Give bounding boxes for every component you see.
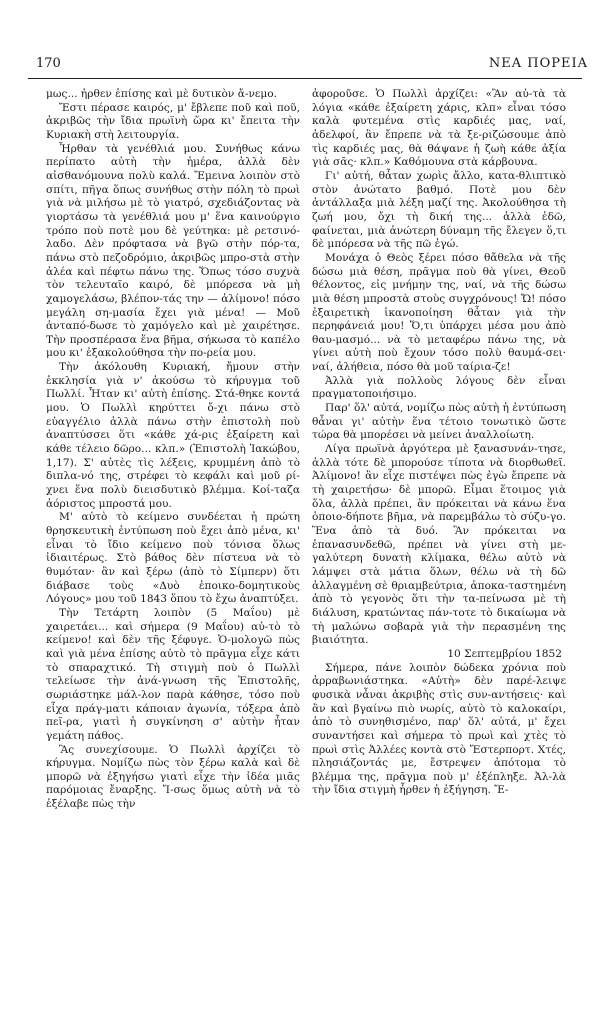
left-column xyxy=(46,88,300,1013)
paragraph: μως... ἦρθεν ἐπίσης καὶ μὲ δυτικὸν ἄ-νεμο. xyxy=(46,88,278,100)
paragraph: ἀφοροῦσε. Ὁ Πωλλὶ ἀρχίζει: «Ἂν αὐ-τὰ τὰ λόγια «κάθε ἐξαίρετη χάρις, κλπ» εἶναι τόσο καλὰ φυτεμένα στὶς καρδιές μας, ναί, ἀδελφοί, ἂν ἔπρεπε νὰ τὰ ξε-ριζώσουμε ἀπὸ τὶς καρδιές μας, θὰ θάψανε ἡ ζωὴ κάθε ἀξία γιὰ σᾶς· κλπ.» Καθόμουνα στὰ κάρβουνα. xyxy=(312,88,566,169)
page-header xyxy=(28,56,588,76)
paragraph: Μονάχα ὁ Θεὸς ξέρει πόσο θἄθελα νὰ τῆς δώσω μιὰ θέση, πρᾶγμα ποὺ θὰ γίνει, Θεοῦ θέλοντος, εἰς μνήμην της, ναί, νὰ τῆς δώσω μιὰ θέση μπροστὰ στοὺς συγχρόνους! Ὤ! πόσο ἐξαιρετικὴ ἱκανοποίηση θἆταν γιὰ τὴν περηφάνειά μου! Ὅ,τι ὑπάρχει μέσα μου ἀπὸ θαυ-μασμό... νὰ τὸ μεταφέρω πάνω της, νὰ γίνει αὐτὴ ποὺ ἔχουν τόσο πολὺ θαυμά-σει· ναί, ἀλήθεια, πόσο θὰ μοῦ ταίρια-ζε! xyxy=(312,251,566,374)
paragraph: Σήμερα, πάνε λοιπὸν δώδεκα χρόνια ποὺ ἀρραβωνιάστηκα. «Αὐτὴ» δὲν παρέ-λειψε φυσικὰ νἆναι ἀκριβὴς στὶς συν-αντήσεις· καὶ ἂν καὶ βγαίνω πιὸ νωρίς, αὐτὸ τὸ καλοκαίρι, ἀπὸ τὸ συνηθισμένο, παρ' ὅλ' αὐτά, μ' ἔχει συναντήσει καὶ σήμερα τὸ πρωὶ καὶ χτὲς τὸ πρωὶ στὶς Ἀλλέες κοντὰ στὸ Ἔστερπορτ. Χτές, πλησιάζοντάς με, ἔστρεψεν ἀπότομα τὸ βλέμμα της, πρᾶγμα ποὺ μ' ἐξέπληξε. Ἀλ-λὰ τὴν ἴδια στιγμὴ ἦρθεν ἡ ἐξήγηση. Ἔ- xyxy=(312,661,566,797)
entry-dateline: 10 Σεπτεμβρίου 1852 xyxy=(447,647,562,660)
paragraph: Τὴν Τετάρτη λοιπὸν (5 Μαΐου) μὲ χαιρετάει... καὶ σήμερα (9 Μαΐου) αὐ-τὸ τὸ κείμενο! καὶ δὲν τῆς ξέφυγε. Ὁ-μολογῶ πὼς καὶ γιὰ μένα ἐπίσης αὐτὸ τὸ πρᾶγμα εἶχε κάτι τὸ σπαραχτικό. Τὴ στιγμὴ ποὺ ὁ Πωλλὶ τελείωσε τὴν ἀνά-γνωση τῆς Ἐπιστολῆς, σωριάστηκε μάλ-λον παρὰ κάθησε, τόσο ποὺ εἶχα πράγ-ματι κάποιαν ἀγωνία, τόξερα ἀπὸ πεῖ-ρα, γιατὶ ἡ συγκίνηση σ' αὐτὴν ἦταν γεμάτη πάθος. xyxy=(46,606,300,742)
running-title: ΝΕΑ ΠΟΡΕΙΑ xyxy=(488,56,588,71)
paragraph: Γι' αὐτή, θἆταν χωρὶς ἄλλο, κατα-θλιπτικὸ στὸν ἀνώτατο βαθμό. Ποτὲ μου δὲν ἀντάλλαξα μιὰ λέξη μαζί της. Ἀκολούθησα τὴ ζωή μου, ὄχι τὴ δική της... ἀλλὰ ἐδῶ, φαίνεται, μιὰ ἀνώτερη δύναμη τῆς ἔλεγεν ὅ,τι δὲ μπόρεσα νὰ τῆς πῶ ἐγώ. xyxy=(312,169,566,251)
paragraph: Ἂς συνεχίσουμε. Ὁ Πωλλὶ ἀρχίζει τὸ κήρυγμα. Νομίζω πὼς τὸν ξέρω καλὰ καὶ δὲ μπορῶ νὰ ἐξηγήσω γιατὶ εἶχε τὴν ἰδέα μιᾶς παρόμοιας ἔναρξης. Ἴ-σως ὅμως αὐτὴ νὰ τὸ ἐξέλαβε πὼς τὴν xyxy=(46,743,300,811)
paragraph: Λίγα πρωϊνὰ ἀργότερα μὲ ξανασυνάν-τησε, ἀλλὰ τότε δὲ μπορούσε τίποτα νὰ διορθωθεῖ. Ἀλίμονο! ἂν εἶχε πιστέψει πὼς ἐγὼ ἔπρεπε νὰ τὴ χαιρετήσω· δὲ μπορῶ. Εἶμαι ἕτοιμος γιὰ ὅλα, ἀλλὰ πρέπει, ἂν πρόκειται νὰ κάνω ἕνα ὁποιο-δήποτε βῆμα, νὰ παρεμβάλω τὸ σύζυ-γο. Ἕνα ἀπὸ τὰ δυό. Ἂν πρόκειται να ἐπανασυνδεθῶ, πρέπει νὰ γίνει στὴ με-γαλύτερη δυνατὴ κλίμακα, θέλω αὐτὸ νὰ λάμψει στὰ μάτια ὅλων, θέλω νὰ τὴ δῶ ἀλλαγμένη σὲ θριαμβεύτρια, ἀποκα-ταστημένη ἀπὸ τὸ γεγονὸς ὅτι τὴν τα-πείνωσα μὲ τὴ διάλυση, κρατώντας πάν-τοτε τὸ δικαίωμα νὰ τὴ μαλώνω σοβαρὰ γιὰ τὴν περασμένη της βιαιότητα. xyxy=(312,443,566,647)
paragraph: Τὴν ἀκόλουθη Κυριακή, ἤμουν στὴν ἐκκλησία γιὰ ν' ἀκούσω τὸ κήρυγμα τοῦ Πωλλί. Ἦταν κι' αὐτὴ ἐπίσης. Στά-θηκε κοντά μου. Ὁ Πωλλὶ κηρύττει ὄ-χι πάνω στὸ εὐαγγέλιο ἀλλὰ πάνω στὴν ἐπιστολὴ ποὺ ἀναπτύσσει ὅτι «κάθε χά-ρις ἐξαίρετη καὶ κάθε τέλειο δῶρο... κλπ.» (Ἐπιστολὴ Ἰακώβου, 1,17). Σ' αὐτὲς τὶς λέξεις, κρυμμένη ἀπὸ τὸ διπλα-νό της, στρέφει τὸ κεφάλι καὶ μοῦ ρί-χνει ἕνα πολὺ διεισδυτικὸ βλέμμα. Κοί-ταζα ἀόριστος μπροστά μου. xyxy=(46,361,300,510)
paragraph: Ἀλλὰ γιὰ πολλοὺς λόγους δὲν εἶναι πραγματοποιήσιμο. xyxy=(312,374,566,401)
paragraph: Παρ' ὅλ' αὐτά, νομίζω πὼς αὐτὴ ἡ ἐντύπωση θἆναι γι' αὐτὴν ἕνα τέτοιο τονωτικὸ ὥστε τώρα θὰ μπορέσει νὰ μείνει ἀναλλοίωτη. xyxy=(312,402,566,442)
paragraph: Μ' αὐτὸ τὸ κείμενο συνδέεται ἡ πρώτη θρησκευτικὴ ἐντύπωση ποὺ ἔχει ἀπὸ μένα, κι' εἶναι τὸ ἴδιο κείμενο ποὺ τόνισα ὅλως ἰδιαιτέρως. Στὸ βάθος δὲν πίστευα νὰ τὸ θυμόταν· ἂν καὶ ξέρω (ἀπὸ τὸ Σίμπερν) ὅτι διάβασε τοὺς «Δυὸ ἐποικο-δομητικοὺς Λόγους» μου τοῦ 1843 ὅπου τὸ ἔχω ἀναπτύξει. xyxy=(46,511,300,606)
paragraph: Ἔστι πέρασε καιρός, μ' ἔβλεπε ποῦ καὶ ποῦ, ἀκριβῶς τὴν ἴδια πρωϊνὴ ὥρα κι' ἔπειτα τὴν Κυριακὴ στὴ λειτουργία. xyxy=(46,101,300,141)
right-column xyxy=(312,88,566,1013)
header-rule xyxy=(28,78,582,79)
paragraph: Ἦρθαν τὰ γενέθλιά μου. Συνήθως κάνω περίπατο αὐτὴ τὴν ἡμέρα, ἀλλὰ δὲν αἰσθανόμουνα πολὺ καλά. Ἔμεινα λοιπὸν στὸ σπίτι, πῆγα ὅπως συνήθως στὴν πόλη τὸ πρωὶ γιὰ νὰ μιλήσω μὲ τὸ γιατρό, σχεδιάζοντας νὰ γιορτάσω τὰ γενέθλιά μου μ' ἕνα καινούργιο τρόπο ποὺ ποτὲ μου δὲ γεύτηκα: μὲ ρετσινό-λαδο. Δὲν πρόφτασα νὰ βγῶ στὴν πόρ-τα, πάνω στὸ πεζοδρόμιο, ἀκριβῶς μπρο-στὰ στὴν ἀλέα καὶ πέφτω πάνω της. Ὅπως τόσο συχνὰ τὸν τελευταῖο καιρό, δὲ μπόρεσα νὰ μὴ χαμογελάσω, βλέπον-τάς την — ἀλίμονο! πόσο μεγάλη ση-μασία ἔχει γιὰ μένα! — Μοῦ ἀνταπό-δωσε τὸ χαμόγελο καὶ μὲ χαιρέτησε. Τὴν προσπέρασα ἕνα βῆμα, σήκωσα τὸ καπέλο μου κι' ἐξακολούθησα τὴν πο-ρεία μου. xyxy=(46,142,300,360)
page-number: 170 xyxy=(36,56,61,71)
